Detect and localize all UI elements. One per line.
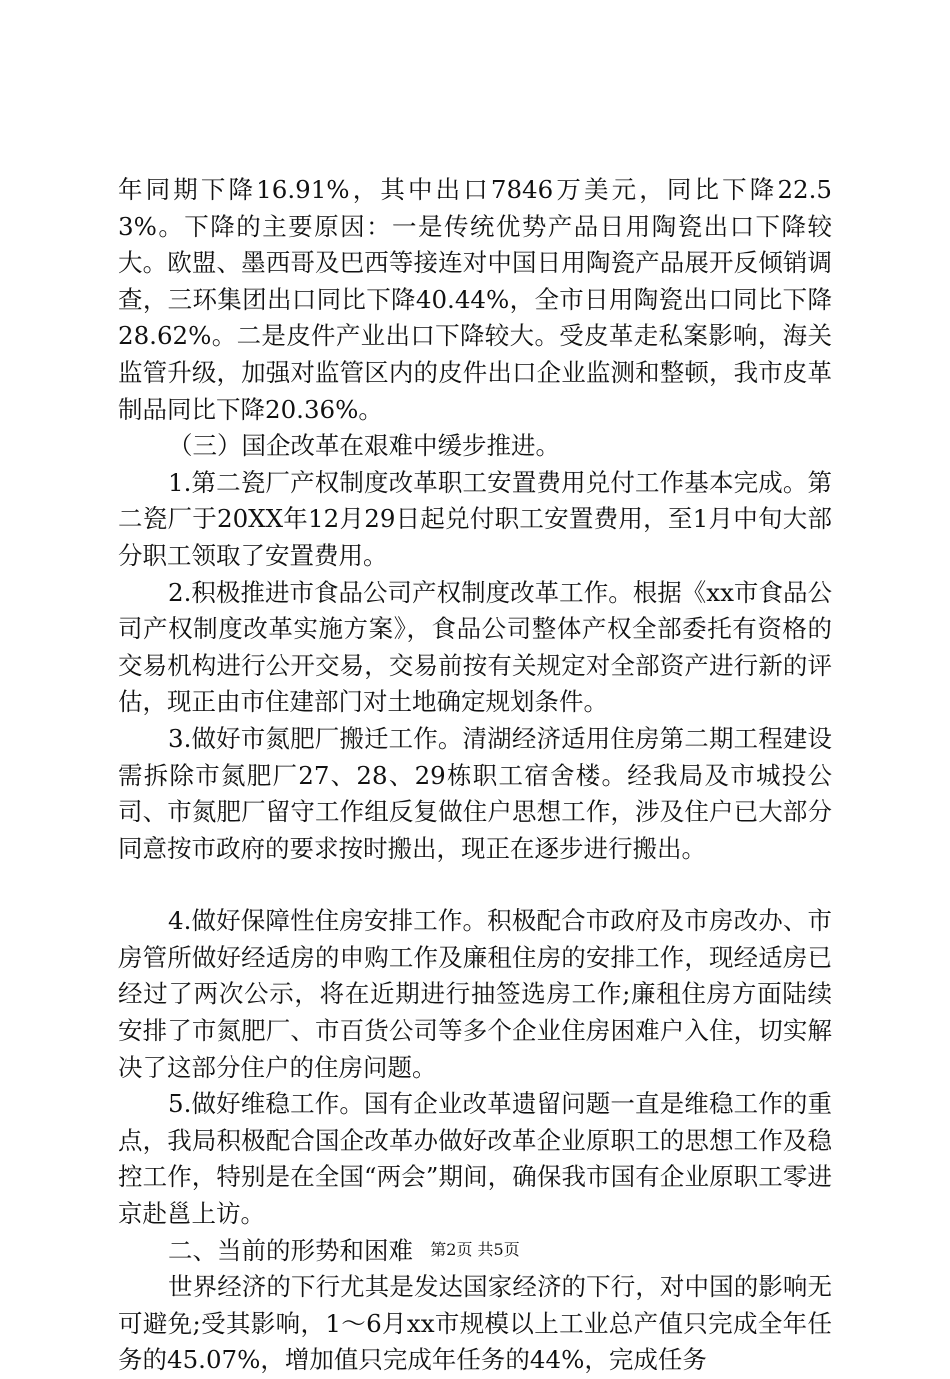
page-footer: 第2页 共5页 bbox=[430, 1240, 520, 1259]
paragraph-spacer bbox=[118, 867, 832, 903]
paragraph-situation: 世界经济的下行尤其是发达国家经济的下行，对中国的影响无可避免;受其影响，1～6月xx市规模以上工业总产值只完成全年任务的45.07%，增加值只完成年任务的44%，完成任务 bbox=[118, 1272, 832, 1375]
paragraph-item-2: 2.积极推进市食品公司产权制度改革工作。根据《xx市食品公司产权制度改革实施方案》，食品公司整体产权全部委托有资格的交易机构进行公开交易，交易前按有关规定对全部资产进行新的评估，现正由市住建部门对土地确定规划条件。 bbox=[118, 577, 832, 717]
paragraph-item-1: 1.第二瓷厂产权制度改革职工安置费用兑付工作基本完成。第二瓷厂于20XX年12月29日起兑付职工安置费用，至1月中旬大部分职工领取了安置费用。 bbox=[118, 467, 832, 570]
paragraph-item-3: 3.做好市氮肥厂搬迁工作。清湖经济适用住房第二期工程建设需拆除市氮肥厂27、28、29栋职工宿舍楼。经我局及市城投公司、市氮肥厂留守工作组反复做住户思想工作，涉及住户已大部分同意按市政府的要求按时搬出，现正在逐步进行搬出。 bbox=[118, 723, 832, 863]
paragraph-item-5: 5.做好维稳工作。国有企业改革遗留问题一直是维稳工作的重点，我局积极配合国企改革办做好改革企业原职工的思想工作及稳控工作，特别是在全国“两会”期间，确保我市国有企业原职工零进京赴邕上访。 bbox=[118, 1089, 832, 1229]
section-heading-situation: 二、当前的形势和困难 bbox=[168, 1235, 413, 1265]
section-heading-soe-reform: （三）国企改革在艰难中缓步推进。 bbox=[168, 431, 560, 461]
document-body bbox=[118, 172, 832, 1379]
paragraph-item-4: 4.做好保障性住房安排工作。积极配合市政府及市房改办、市房管所做好经适房的申购工作及廉租住房的安排工作，现经适房已经过了两次公示，将在近期进行抽签选房工作;廉租住房方面陆续安排了市氮肥厂、市百货公司等多个企业住房困难户入住，切实解决了这部分住户的住房问题。 bbox=[118, 906, 832, 1082]
paragraph-export-decline: 年同期下降16.91%，其中出口7846万美元，同比下降22.53%。下降的主要原因：一是传统优势产品日用陶瓷出口下降较大。欧盟、墨西哥及巴西等接连对中国日用陶瓷产品展开反倾销调查，三环集团出口同比下降40.44%，全市日用陶瓷出口同比下降28.62%。二是皮件产业出口下降较大。受皮革走私案影响，海关监管升级，加强对监管区内的皮件出口企业监测和整顿，我市皮革制品同比下降20.36%。 bbox=[118, 175, 832, 424]
